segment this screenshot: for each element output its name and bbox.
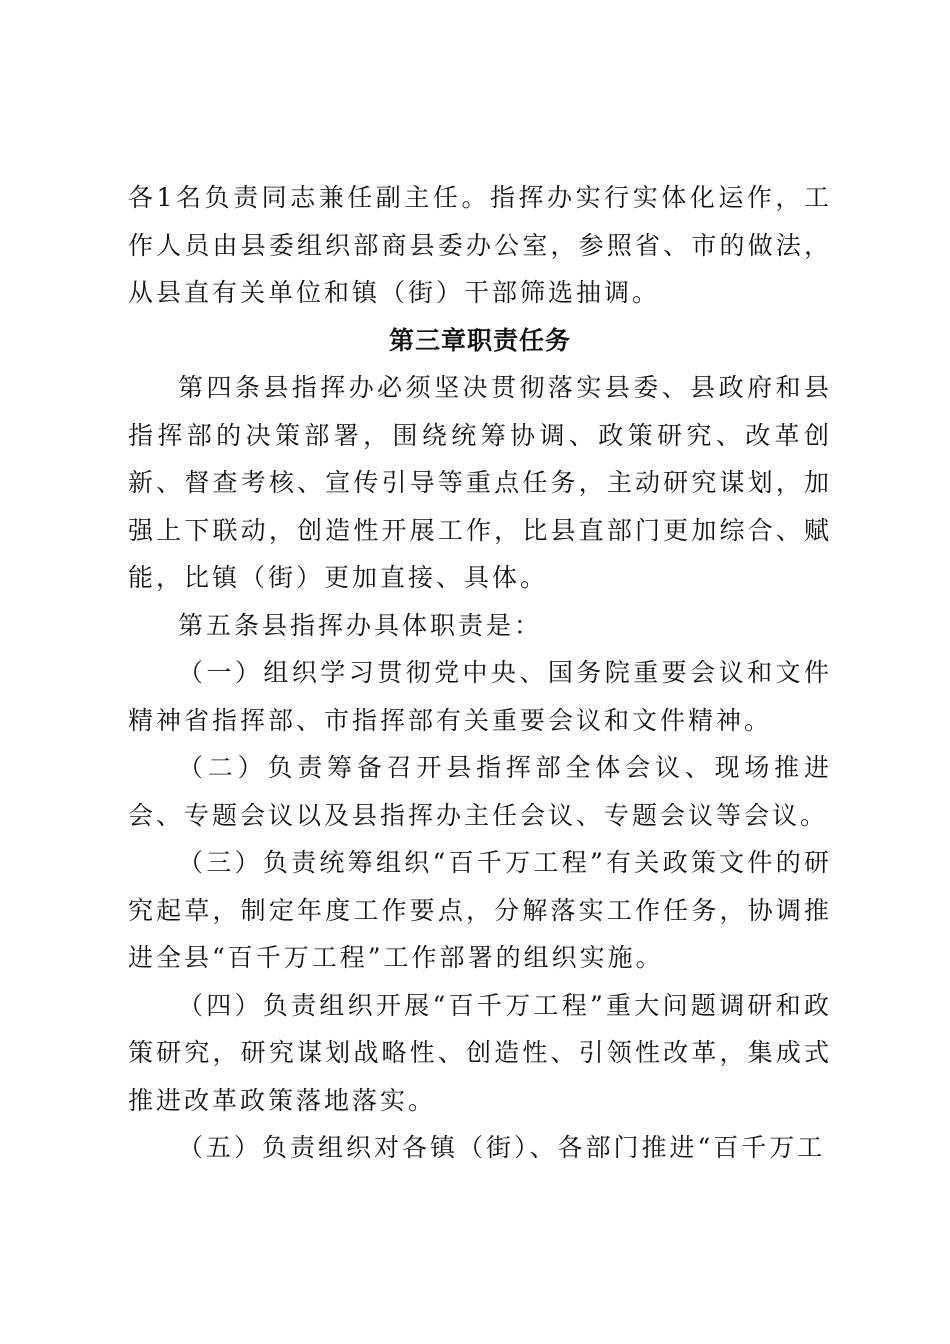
paragraph-continuation: 各1名负责同志兼任副主任。指挥办实行实体化运作，工作人员由县委组织部商县委办公室，参照省、市的做法，从县直有关单位和镇（街）干部筛选抽调。 (128, 183, 832, 307)
article-five: 第五条县指挥办具体职责是： (178, 610, 543, 640)
duty-item-1: （一）组织学习贯彻党中央、国务院重要会议和文件精神省指挥部、市指挥部有关重要会议和文件精神。 (128, 658, 832, 735)
document-body (128, 174, 832, 1172)
duty-item-3: （三）负责统筹组织“百千万工程”有关政策文件的研究起草，制定年度工作要点，分解落实工作任务，协调推进全县“百千万工程”工作部署的组织实施。 (128, 848, 832, 972)
duty-item-2: （二）负责筹备召开县指挥部全体会议、现场推进会、专题会议以及县指挥办主任会议、专题会议等会议。 (128, 753, 832, 830)
duty-item-4: （四）负责组织开展“百千万工程”重大问题调研和政策研究，研究谋划战略性、创造性、引领性改革，集成式推进改革政策落地落实。 (128, 990, 832, 1115)
article-four: 第四条县指挥办必须坚决贯彻落实县委、县政府和县指挥部的决策部署，围绕统筹协调、政策研究、改革创新、督查考核、宣传引导等重点任务，主动研究谋划，加强上下联动，创造性开展工作，比县直部门更加综合、赋能，比镇（街）更加直接、具体。 (128, 373, 832, 592)
chapter-heading: 第三章职责任务 (388, 325, 571, 355)
duty-item-5: （五）负责组织对各镇（街）、各部门推进“百千万工 (178, 1133, 826, 1162)
